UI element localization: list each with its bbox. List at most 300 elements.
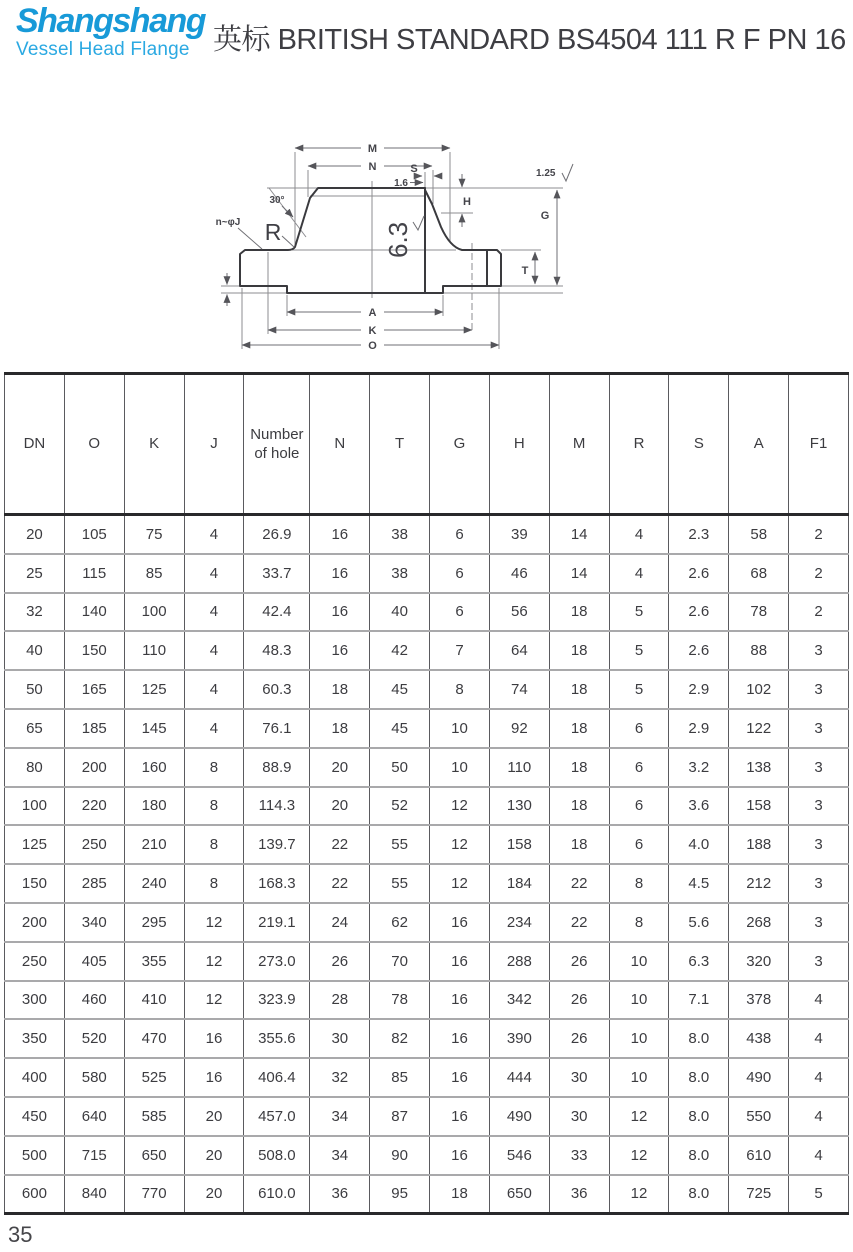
column-header-g: G bbox=[430, 374, 490, 515]
table-cell: 444 bbox=[489, 1058, 549, 1097]
table-cell: 378 bbox=[729, 981, 789, 1020]
table-cell: 20 bbox=[184, 1175, 244, 1214]
table-cell: 20 bbox=[184, 1097, 244, 1136]
table-cell: 410 bbox=[124, 981, 184, 1020]
page-title: 英标 BRITISH STANDARD BS4504 111 R F PN 16 bbox=[213, 24, 846, 56]
table-cell: 20 bbox=[26, 525, 43, 543]
table-cell: 115 bbox=[64, 554, 124, 593]
table-cell: 3 bbox=[789, 864, 849, 903]
table-cell: 5 bbox=[789, 1175, 849, 1214]
table-cell: 65 bbox=[5, 709, 65, 748]
table-cell: 8 bbox=[184, 864, 244, 903]
table-cell: 470 bbox=[124, 1019, 184, 1058]
table-cell: 4.5 bbox=[669, 864, 729, 903]
table-cell: 5.6 bbox=[669, 903, 729, 942]
table-row bbox=[5, 1058, 849, 1097]
table-cell: 2.6 bbox=[669, 554, 729, 593]
table-cell: 4 bbox=[184, 631, 244, 670]
table-cell: 3.2 bbox=[669, 748, 729, 787]
table-cell: 6 bbox=[430, 515, 490, 554]
table-cell: 8 bbox=[184, 748, 244, 787]
table-cell: 130 bbox=[489, 787, 549, 826]
table-cell: 406.4 bbox=[244, 1058, 310, 1097]
table-cell: 100 bbox=[5, 787, 65, 826]
table-cell: 180 bbox=[124, 787, 184, 826]
table-cell: 6 bbox=[609, 787, 669, 826]
table-cell: 38 bbox=[370, 515, 430, 554]
bore-roughness-value: 6.3 bbox=[383, 221, 413, 258]
dim-label-s: S bbox=[410, 163, 418, 175]
table-cell: 39 bbox=[489, 515, 549, 554]
table-cell: 2 bbox=[789, 593, 849, 632]
table-cell: 12 bbox=[430, 825, 490, 864]
table-cell: 110 bbox=[124, 631, 184, 670]
table-cell: 770 bbox=[124, 1175, 184, 1214]
table-cell: 3 bbox=[789, 631, 849, 670]
table-cell: 12 bbox=[184, 903, 244, 942]
table-cell: 2.6 bbox=[669, 631, 729, 670]
table-cell: 76.1 bbox=[244, 709, 310, 748]
table-cell: 12 bbox=[430, 787, 490, 826]
dim-label-n: N bbox=[368, 161, 377, 173]
table-cell: 4 bbox=[789, 1019, 849, 1058]
table-cell: 138 bbox=[729, 748, 789, 787]
table-cell: 3 bbox=[789, 942, 849, 981]
table-cell: 500 bbox=[5, 1136, 65, 1175]
table-cell: 4 bbox=[184, 709, 244, 748]
table-cell: 12 bbox=[609, 1097, 669, 1136]
table-cell: 184 bbox=[489, 864, 549, 903]
table-cell: 40 bbox=[5, 631, 65, 670]
table-cell: 158 bbox=[489, 825, 549, 864]
table-cell: 4 bbox=[789, 1097, 849, 1136]
table-cell: 25 bbox=[5, 554, 65, 593]
table-cell: 24 bbox=[310, 903, 370, 942]
table-cell: 8 bbox=[609, 864, 669, 903]
table-cell: 268 bbox=[729, 903, 789, 942]
table-cell: 46 bbox=[489, 554, 549, 593]
table-cell: 16 bbox=[310, 631, 370, 670]
table-cell: 8 bbox=[609, 903, 669, 942]
table-cell: 2 bbox=[789, 554, 849, 593]
table-cell: 18 bbox=[549, 670, 609, 709]
table-cell: 3 bbox=[789, 748, 849, 787]
table-cell: 8 bbox=[184, 825, 244, 864]
table-cell: 715 bbox=[64, 1136, 124, 1175]
table-cell: 16 bbox=[430, 981, 490, 1020]
table-cell: 210 bbox=[124, 825, 184, 864]
table-cell: 160 bbox=[124, 748, 184, 787]
table-cell: 5 bbox=[609, 670, 669, 709]
table-cell: 3 bbox=[789, 670, 849, 709]
table-cell: 400 bbox=[5, 1058, 65, 1097]
table-cell: 60.3 bbox=[244, 670, 310, 709]
table-cell: 12 bbox=[430, 864, 490, 903]
table-cell: 6 bbox=[609, 825, 669, 864]
table-cell: 75 bbox=[124, 515, 184, 554]
table-cell: 22 bbox=[310, 825, 370, 864]
table-cell: 188 bbox=[729, 825, 789, 864]
table-cell: 2.3 bbox=[669, 515, 729, 554]
table-cell: 16 bbox=[430, 1097, 490, 1136]
table-cell: 6 bbox=[430, 593, 490, 632]
table-cell: 340 bbox=[64, 903, 124, 942]
company-logo bbox=[16, 4, 205, 59]
table-cell: 288 bbox=[489, 942, 549, 981]
table-cell: 438 bbox=[729, 1019, 789, 1058]
table-cell: 10 bbox=[609, 981, 669, 1020]
table-cell: 8.0 bbox=[669, 1058, 729, 1097]
table-cell: 4 bbox=[609, 515, 669, 554]
table-row bbox=[5, 1175, 849, 1214]
table-cell: 34 bbox=[310, 1136, 370, 1175]
table-cell: 4 bbox=[184, 515, 244, 554]
table-cell: 3 bbox=[789, 787, 849, 826]
table-cell: 460 bbox=[64, 981, 124, 1020]
table-cell: 85 bbox=[124, 554, 184, 593]
table-cell: 3 bbox=[789, 709, 849, 748]
table-cell: 212 bbox=[729, 864, 789, 903]
page-header bbox=[16, 4, 846, 59]
table-cell: 350 bbox=[5, 1019, 65, 1058]
table-cell: 8 bbox=[430, 670, 490, 709]
table-cell: 12 bbox=[609, 1136, 669, 1175]
table-cell: 139.7 bbox=[244, 825, 310, 864]
table-cell: 250 bbox=[5, 942, 65, 981]
table-cell: 158 bbox=[729, 787, 789, 826]
table-cell: 3.6 bbox=[669, 787, 729, 826]
table-cell: 8.0 bbox=[669, 1175, 729, 1214]
table-cell: 4 bbox=[609, 554, 669, 593]
dim-label-angle: 30° bbox=[269, 195, 285, 206]
table-cell: 10 bbox=[609, 1019, 669, 1058]
table-cell: 22 bbox=[549, 903, 609, 942]
table-cell: 168.3 bbox=[244, 864, 310, 903]
table-row bbox=[5, 1097, 849, 1136]
table-cell: 125 bbox=[124, 670, 184, 709]
table-cell: 490 bbox=[729, 1058, 789, 1097]
table-cell: 100 bbox=[124, 593, 184, 632]
table-cell: 10 bbox=[609, 942, 669, 981]
table-cell: 457.0 bbox=[244, 1097, 310, 1136]
table-cell: 88.9 bbox=[244, 748, 310, 787]
table-cell: 40 bbox=[370, 593, 430, 632]
table-row bbox=[5, 554, 849, 593]
table-cell: 10 bbox=[430, 709, 490, 748]
table-cell: 4.0 bbox=[669, 825, 729, 864]
table-cell: 550 bbox=[729, 1097, 789, 1136]
table-cell: 220 bbox=[64, 787, 124, 826]
table-cell: 8.0 bbox=[669, 1019, 729, 1058]
page-number: 35 bbox=[8, 1222, 33, 1247]
table-cell: 22 bbox=[310, 864, 370, 903]
column-header-n: N bbox=[310, 374, 370, 515]
table-cell: 30 bbox=[310, 1019, 370, 1058]
table-cell: 18 bbox=[549, 593, 609, 632]
roughness-check-face bbox=[562, 164, 573, 181]
table-cell: 273.0 bbox=[244, 942, 310, 981]
table-cell: 20 bbox=[310, 787, 370, 826]
table-cell: 62 bbox=[370, 903, 430, 942]
table-cell: 295 bbox=[124, 903, 184, 942]
table-cell: 18 bbox=[310, 709, 370, 748]
table-cell: 56 bbox=[489, 593, 549, 632]
table-cell: 16 bbox=[430, 1058, 490, 1097]
table-cell: 320 bbox=[729, 942, 789, 981]
column-header-f1: F1 bbox=[789, 374, 849, 515]
table-cell: 520 bbox=[64, 1019, 124, 1058]
table-cell: 74 bbox=[489, 670, 549, 709]
table-cell: 34 bbox=[310, 1097, 370, 1136]
table-cell: 26.9 bbox=[244, 515, 310, 554]
table-cell: 355.6 bbox=[244, 1019, 310, 1058]
table-cell: 240 bbox=[124, 864, 184, 903]
table-cell: 355 bbox=[124, 942, 184, 981]
table-cell: 219.1 bbox=[244, 903, 310, 942]
table-cell: 4 bbox=[789, 1136, 849, 1175]
table-cell: 585 bbox=[124, 1097, 184, 1136]
table-cell: 490 bbox=[489, 1097, 549, 1136]
table-cell: 16 bbox=[430, 903, 490, 942]
table-cell: 33.7 bbox=[244, 554, 310, 593]
table-cell: 55 bbox=[370, 825, 430, 864]
table-cell: 8.0 bbox=[669, 1097, 729, 1136]
table-cell: 85 bbox=[370, 1058, 430, 1097]
table-cell: 20 bbox=[310, 748, 370, 787]
table-cell: 600 bbox=[5, 1175, 65, 1214]
table-cell: 33 bbox=[549, 1136, 609, 1175]
table-cell: 2.9 bbox=[669, 709, 729, 748]
table-cell: 8 bbox=[184, 787, 244, 826]
table-cell: 20 bbox=[184, 1136, 244, 1175]
table-cell: 122 bbox=[729, 709, 789, 748]
table-cell: 18 bbox=[310, 670, 370, 709]
table-cell: 2 bbox=[789, 515, 849, 554]
table-cell: 14 bbox=[549, 554, 609, 593]
spec-table bbox=[4, 372, 849, 1215]
table-cell: 68 bbox=[729, 554, 789, 593]
table-row bbox=[5, 748, 849, 787]
table-cell: 28 bbox=[310, 981, 370, 1020]
table-cell: 36 bbox=[549, 1175, 609, 1214]
table-cell: 4 bbox=[789, 1058, 849, 1097]
table-row bbox=[5, 593, 849, 632]
column-header-s: S bbox=[669, 374, 729, 515]
table-cell: 38 bbox=[370, 554, 430, 593]
table-cell: 6 bbox=[430, 554, 490, 593]
table-cell: 36 bbox=[310, 1175, 370, 1214]
table-cell: 42.4 bbox=[244, 593, 310, 632]
table-row bbox=[5, 864, 849, 903]
table-cell: 32 bbox=[5, 593, 65, 632]
table-cell: 22 bbox=[549, 864, 609, 903]
table-cell: 150 bbox=[64, 631, 124, 670]
table-cell: 50 bbox=[5, 670, 65, 709]
table-cell: 18 bbox=[549, 631, 609, 670]
table-cell: 10 bbox=[430, 748, 490, 787]
table-cell: 18 bbox=[549, 787, 609, 826]
table-cell: 88 bbox=[729, 631, 789, 670]
table-cell: 3 bbox=[789, 903, 849, 942]
table-cell: 300 bbox=[5, 981, 65, 1020]
table-cell: 725 bbox=[729, 1175, 789, 1214]
table-cell: 52 bbox=[370, 787, 430, 826]
table-cell: 4 bbox=[184, 670, 244, 709]
table-cell: 610 bbox=[729, 1136, 789, 1175]
table-cell: 6.3 bbox=[669, 942, 729, 981]
table-header-row bbox=[5, 374, 849, 515]
table-cell: 70 bbox=[370, 942, 430, 981]
logo-subtitle: Vessel Head Flange bbox=[16, 39, 190, 60]
table-cell: 26 bbox=[549, 1019, 609, 1058]
table-cell: 82 bbox=[370, 1019, 430, 1058]
table-cell: 58 bbox=[729, 515, 789, 554]
table-cell: 5 bbox=[609, 593, 669, 632]
table-cell: 78 bbox=[729, 593, 789, 632]
face-roughness-value: 1.25 bbox=[536, 168, 556, 179]
table-cell: 508.0 bbox=[244, 1136, 310, 1175]
table-cell: 6 bbox=[609, 709, 669, 748]
dim-label-chamfer: 1.6 bbox=[394, 178, 408, 189]
dim-label-a: A bbox=[368, 307, 377, 319]
table-cell: 30 bbox=[549, 1097, 609, 1136]
table-cell: 8.0 bbox=[669, 1136, 729, 1175]
column-header-r: R bbox=[609, 374, 669, 515]
column-header-dn: DN bbox=[5, 374, 65, 515]
table-cell: 450 bbox=[5, 1097, 65, 1136]
table-row bbox=[5, 1019, 849, 1058]
table-cell: 114.3 bbox=[244, 787, 310, 826]
table-cell: 150 bbox=[5, 864, 65, 903]
table-cell: 42 bbox=[370, 631, 430, 670]
table-cell: 4 bbox=[184, 593, 244, 632]
column-header-j: J bbox=[184, 374, 244, 515]
table-cell: 92 bbox=[489, 709, 549, 748]
table-cell: 2.9 bbox=[669, 670, 729, 709]
table-cell: 30 bbox=[549, 1058, 609, 1097]
table-cell: 580 bbox=[64, 1058, 124, 1097]
dim-label-t: T bbox=[521, 265, 529, 277]
table-row bbox=[5, 787, 849, 826]
table-cell: 4 bbox=[789, 981, 849, 1020]
table-cell: 18 bbox=[549, 825, 609, 864]
table-cell: 16 bbox=[430, 1136, 490, 1175]
table-cell: 90 bbox=[370, 1136, 430, 1175]
table-cell: 16 bbox=[310, 593, 370, 632]
table-cell: 48.3 bbox=[244, 631, 310, 670]
flange-technical-drawing bbox=[195, 126, 665, 369]
table-cell: 95 bbox=[370, 1175, 430, 1214]
table-cell: 26 bbox=[310, 942, 370, 981]
dim-label-radius: R bbox=[264, 219, 282, 245]
table-cell: 87 bbox=[370, 1097, 430, 1136]
column-header-t: T bbox=[370, 374, 430, 515]
table-cell: 26 bbox=[549, 981, 609, 1020]
table-cell: 610.0 bbox=[244, 1175, 310, 1214]
table-cell: 7 bbox=[430, 631, 490, 670]
column-header-k: K bbox=[124, 374, 184, 515]
table-cell: 546 bbox=[489, 1136, 549, 1175]
dim-label-k: K bbox=[368, 325, 377, 337]
table-cell: 200 bbox=[64, 748, 124, 787]
dim-label-g: G bbox=[540, 210, 550, 222]
table-cell: 650 bbox=[124, 1136, 184, 1175]
table-cell: 234 bbox=[489, 903, 549, 942]
table-cell: 45 bbox=[370, 670, 430, 709]
table-cell: 45 bbox=[370, 709, 430, 748]
table-cell: 18 bbox=[549, 748, 609, 787]
table-cell: 6 bbox=[609, 748, 669, 787]
column-header-h: H bbox=[489, 374, 549, 515]
table-cell: 55 bbox=[370, 864, 430, 903]
table-row bbox=[5, 670, 849, 709]
table-cell: 12 bbox=[184, 981, 244, 1020]
table-cell: 110 bbox=[489, 748, 549, 787]
table-cell: 32 bbox=[310, 1058, 370, 1097]
table-cell: 3 bbox=[789, 825, 849, 864]
column-header-a: A bbox=[729, 374, 789, 515]
table-cell: 840 bbox=[64, 1175, 124, 1214]
dim-label-m: M bbox=[367, 143, 378, 155]
table-cell: 405 bbox=[64, 942, 124, 981]
table-cell: 145 bbox=[124, 709, 184, 748]
table-row bbox=[5, 1136, 849, 1175]
table-cell: 16 bbox=[430, 942, 490, 981]
table-cell: 18 bbox=[430, 1175, 490, 1214]
table-cell: 342 bbox=[489, 981, 549, 1020]
table-cell: 14 bbox=[549, 515, 609, 554]
table-cell: 185 bbox=[64, 709, 124, 748]
table-row bbox=[5, 709, 849, 748]
table-row bbox=[5, 515, 849, 554]
table-row bbox=[5, 981, 849, 1020]
table-cell: 7.1 bbox=[669, 981, 729, 1020]
table-cell: 200 bbox=[5, 903, 65, 942]
table-cell: 102 bbox=[729, 670, 789, 709]
table-cell: 650 bbox=[489, 1175, 549, 1214]
dim-label-bolt-holes: n~φJ bbox=[215, 217, 241, 228]
table-row bbox=[5, 903, 849, 942]
table-cell: 16 bbox=[184, 1058, 244, 1097]
table-cell: 64 bbox=[489, 631, 549, 670]
table-row bbox=[5, 942, 849, 981]
dim-label-o: O bbox=[368, 340, 377, 352]
table-cell: 16 bbox=[184, 1019, 244, 1058]
table-cell: 4 bbox=[184, 554, 244, 593]
table-cell: 10 bbox=[609, 1058, 669, 1097]
table-cell: 285 bbox=[64, 864, 124, 903]
table-cell: 18 bbox=[549, 709, 609, 748]
table-cell: 16 bbox=[310, 515, 370, 554]
table-cell: 26 bbox=[549, 942, 609, 981]
table-cell: 165 bbox=[64, 670, 124, 709]
table-cell: 16 bbox=[430, 1019, 490, 1058]
table-cell: 640 bbox=[64, 1097, 124, 1136]
table-row bbox=[5, 825, 849, 864]
table-cell: 80 bbox=[5, 748, 65, 787]
table-cell: 50 bbox=[370, 748, 430, 787]
table-cell: 250 bbox=[64, 825, 124, 864]
table-cell: 323.9 bbox=[244, 981, 310, 1020]
dim-label-h: H bbox=[463, 196, 471, 208]
table-cell: 12 bbox=[609, 1175, 669, 1214]
roughness-check-bore bbox=[413, 216, 424, 230]
column-header-o: O bbox=[64, 374, 124, 515]
logo-name: Shangshang bbox=[16, 2, 206, 40]
table-cell: 12 bbox=[184, 942, 244, 981]
table-cell: 16 bbox=[310, 554, 370, 593]
column-header-m: M bbox=[549, 374, 609, 515]
